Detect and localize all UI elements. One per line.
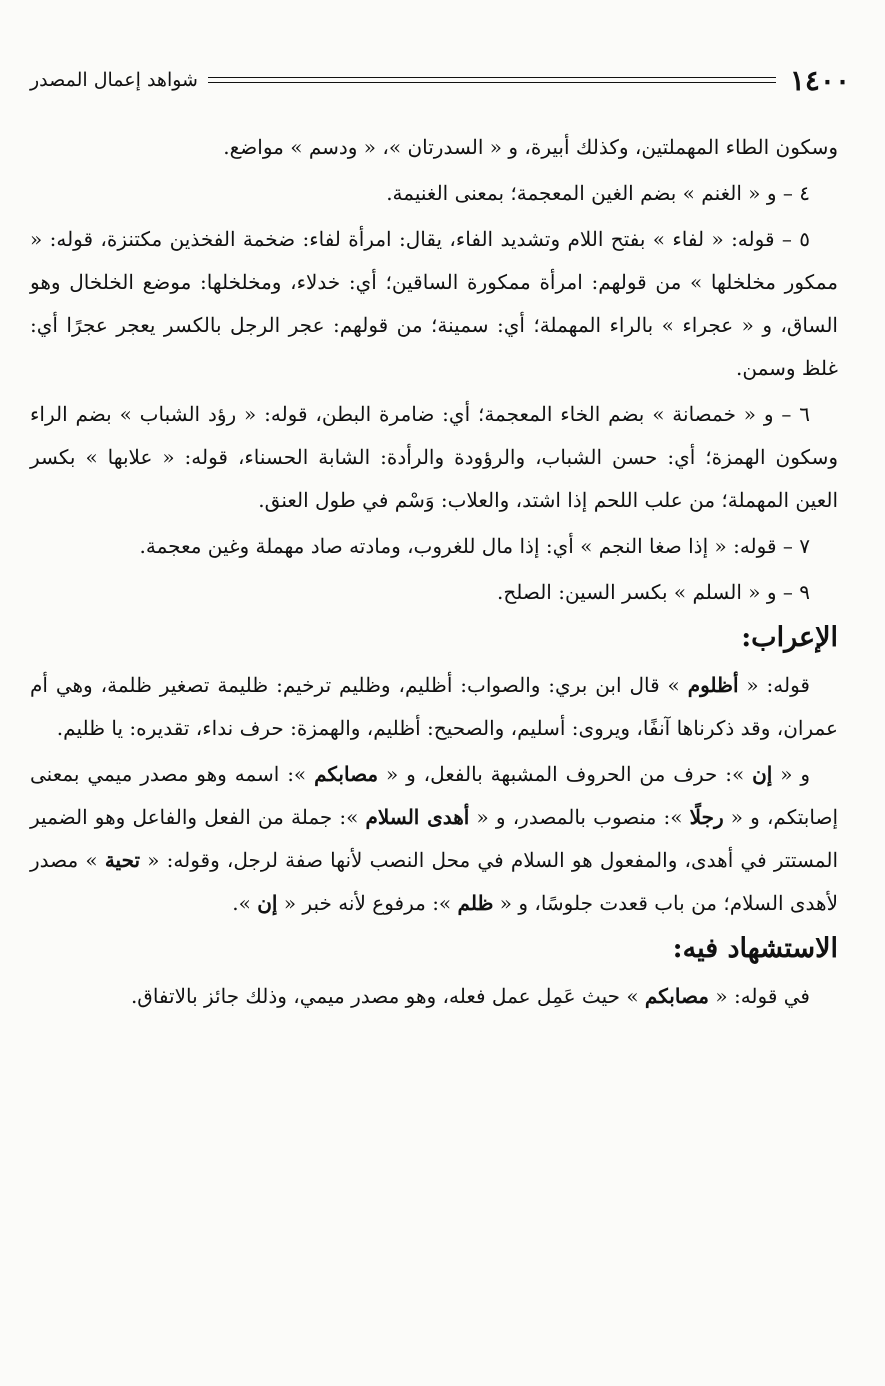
istishhad-heading: الاستشهاد فيه:	[672, 933, 838, 964]
note-5: ٥ – قوله: « لفاء » بفتح اللام وتشديد الفاء، يقال: امرأة لفاء: ضخمة الفخذين مكتنزة، قوله: « ممكور مخلخلها » من قولهم: امرأة ممكورة الساقين؛ أي: خدلاء، ومخلخلها: موضع الخلخال وهو الساق، و « عجراء » بالراء المهملة؛ أي: سمينة؛ من قولهم: عجر الرجل بالكسر يعجر عجرًا أي: غلظ وسمن.	[30, 227, 838, 380]
istishhad-paragraph: في قوله: « مصابكم » حيث عَمِل عمل فعله، وهو مصدر ميمي، وذلك جائز بالاتفاق.	[130, 984, 810, 1008]
page-body	[30, 126, 838, 1021]
note-7: ٧ – قوله: « إذا صغا النجم » أي: إذا مال للغروب، ومادته صاد مهملة وغين معجمة.	[139, 534, 810, 558]
irab-paragraph-1: قوله: « أظلوم » قال ابن بري: والصواب: أظليم، وظليم ترخيم: ظليمة تصغير ظلمة، وهي أم عمران، وقد ذكرناها آنفًا، ويروى: أسليم، والصحيح: أظليم، والهمزة: حرف نداء، تقديره: يا ظليم.	[30, 673, 838, 740]
page-header	[30, 62, 850, 98]
note-4: ٤ – و « الغنم » بضم الغين المعجمة؛ بمعنى الغنيمة.	[386, 181, 810, 205]
note-6: ٦ – و « خمصانة » بضم الخاء المعجمة؛ أي: ضامرة البطن، قوله: « رؤد الشباب » بضم الراء وسكون الهمزة؛ أي: حسن الشباب، والرؤودة والرأدة: الشابة الحسناء، قوله: « علابها » بكسر العين المهملة؛ من علب اللحم إذا اشتد، والعلاب: وَسْم في طول العنق.	[30, 402, 838, 512]
header-rule	[208, 77, 776, 83]
page-number: ١٤٠٠	[789, 63, 850, 97]
irab-paragraph-2: و « إن »: حرف من الحروف المشبهة بالفعل، و « مصابكم »: اسمه وهو مصدر ميمي بمعنى إصابتكم، و « رجلًا »: منصوب بالمصدر، و « أهدى السلام »: جملة من الفعل والفاعل وهو الضمير المستتر في أهدى، والمفعول هو السلام في محل النصب لأنها صفة لرجل، وقوله: « تحية » مصدر لأهدى السلام؛ من باب قعدت جلوسًا، و « ظلم »: مرفوع لأنه خبر « إن ».	[30, 762, 839, 915]
running-title: شواهد إعمال المصدر	[30, 69, 198, 91]
note-9: ٩ – و « السلم » بكسر السين: الصلح.	[496, 580, 810, 604]
irab-heading: الإعراب:	[741, 622, 838, 653]
note-continuation: وسكون الطاء المهملتين، وكذلك أبيرة، و « السدرتان »، « ودسم » مواضع.	[223, 135, 838, 159]
